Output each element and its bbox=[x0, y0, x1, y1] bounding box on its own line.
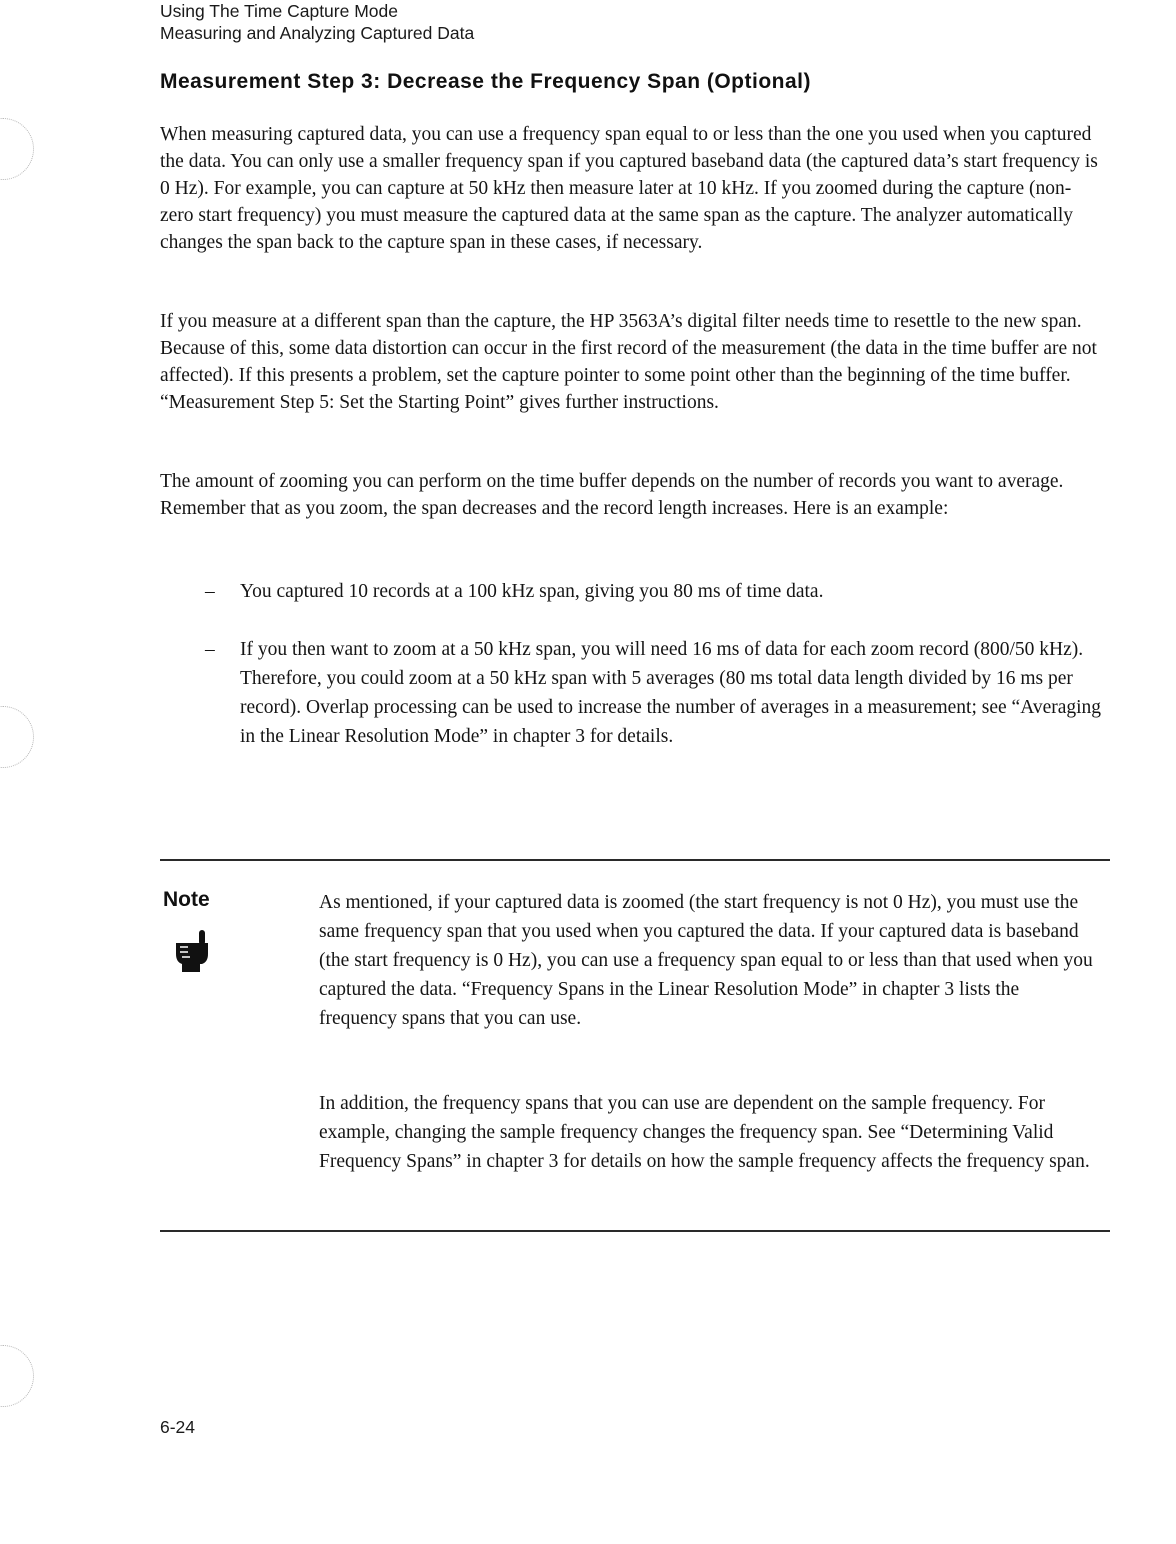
paragraph-zoom-amount: The amount of zooming you can perform on the time buffer depends on the number of records you want to average. Remember that as you zoom, the span decreases and the record length increases. Here is an example: bbox=[160, 471, 1064, 519]
page-number: 6-24 bbox=[160, 1417, 196, 1437]
list-item bbox=[205, 635, 1105, 751]
bullet-dash: – bbox=[205, 581, 215, 602]
paragraph-digital-filter: If you measure at a different span than the capture, the HP 3563A’s digital filter needs time to resettle to the new span. Because of this, some data distortion can occur in the first record of the measurement (the data in the time buffer are not affected). If this presents a problem, set the capture pointer to some point other than the beginning of the time buffer. “Measurement Step 5: Set the Starting Point” gives further instructions. bbox=[160, 311, 1097, 413]
punch-hole-top bbox=[0, 118, 34, 180]
bullet-dash: – bbox=[205, 639, 215, 660]
list-item-text: You captured 10 records at a 100 kHz span, giving you 80 ms of time data. bbox=[240, 581, 824, 602]
note-paragraph-zoomed: As mentioned, if your captured data is zoomed (the start frequency is not 0 Hz), you must use the same frequency span that you used when you captured the data. If your captured data is baseband (the start frequency is 0 Hz), you can use a frequency span equal to or less than that used when you captured the data. “Frequency Spans in the Linear Resolution Mode” in chapter 3 lists the frequency spans that you can use. bbox=[319, 892, 1093, 1029]
list-item-text: If you then want to zoom at a 50 kHz span, you will need 16 ms of data for each zoom record (800/50 kHz). Therefore, you could zoom at a 50 kHz span with 5 averages (80 ms total data length divided by 16 ms per record). Overlap processing can be used to increase the number of averages in a measurement; see “Averaging in the Linear Resolution Mode” in chapter 3 for details. bbox=[240, 639, 1102, 747]
note-paragraph-sample-frequency: In addition, the frequency spans that you can use are dependent on the sample frequency. For example, changing the sample frequency changes the frequency span. See “Determining Valid Frequency Spans” in chapter 3 for details on how the sample frequency affects the frequency span. bbox=[319, 1093, 1090, 1172]
running-header bbox=[160, 0, 474, 44]
list-item bbox=[205, 577, 1105, 606]
section-title: Measurement Step 3: Decrease the Frequency Span (Optional) bbox=[160, 70, 812, 93]
note-top-rule bbox=[160, 859, 1110, 861]
example-list bbox=[205, 577, 1105, 751]
note-label: Note bbox=[163, 888, 210, 911]
header-section: Measuring and Analyzing Captured Data bbox=[160, 23, 475, 43]
paragraph-span-rules: When measuring captured data, you can use a frequency span equal to or less than the one you used when you captured the data. You can only use a smaller frequency span if you captured baseband data (the captured data’s start frequency is 0 Hz). For example, you can capture at 50 kHz then measure later at 10 kHz. If you zoomed during the capture (non-zero start frequency) you must measure the captured data at the same span as the capture. The analyzer automatically changes the span back to the capture span in these cases, if necessary. bbox=[160, 124, 1098, 253]
header-chapter: Using The Time Capture Mode bbox=[160, 1, 398, 21]
note-bottom-rule bbox=[160, 1230, 1110, 1232]
punch-hole-middle bbox=[0, 706, 34, 768]
pointing-hand-icon bbox=[170, 930, 216, 972]
punch-hole-bottom bbox=[0, 1345, 34, 1407]
